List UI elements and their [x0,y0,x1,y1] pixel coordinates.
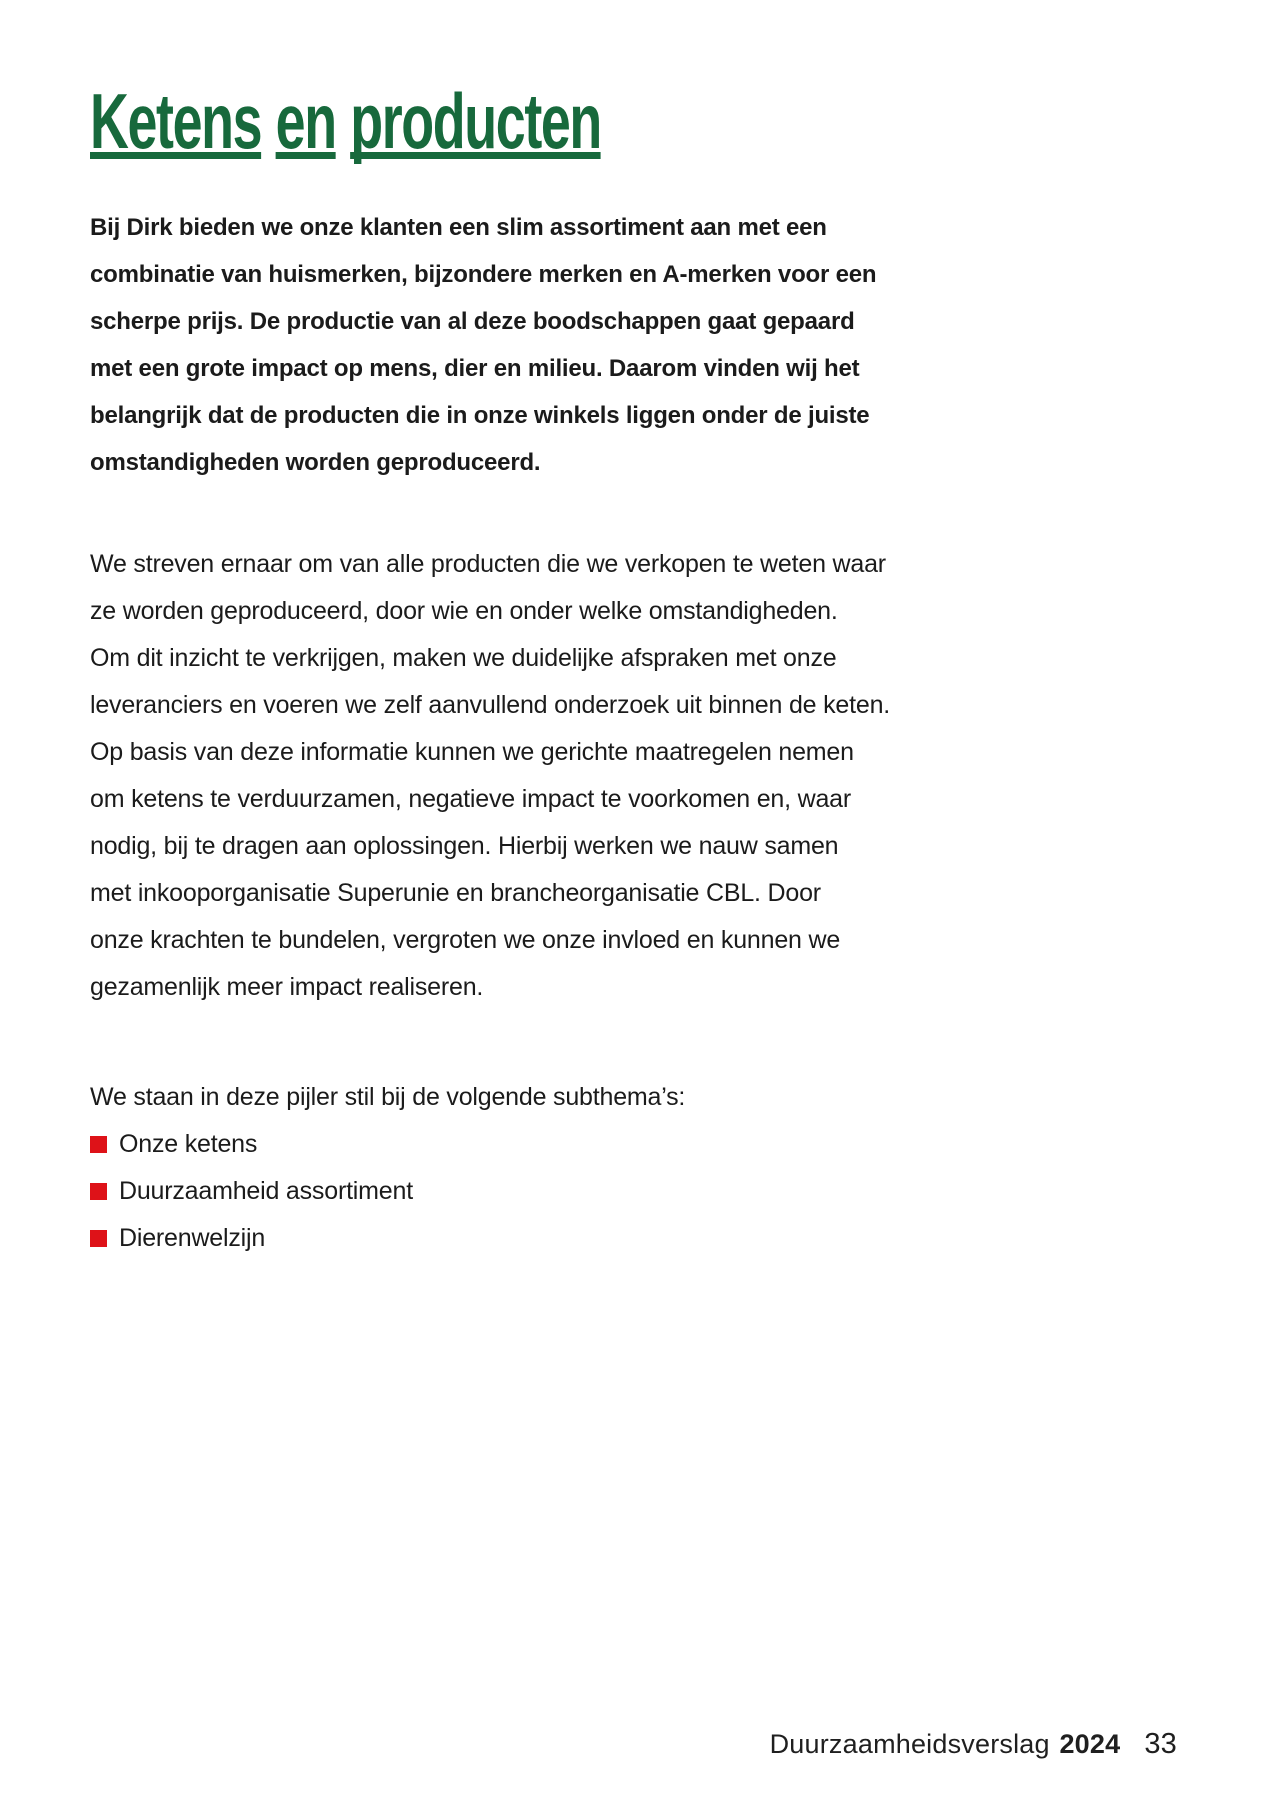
red-square-bullet-icon [90,1230,107,1247]
body-paragraph-line: nodig, bij te dragen aan oplossingen. Hierbij werken we nauw samen [90,832,839,860]
subtheme-item [90,1121,685,1168]
report-year: 2024 [1059,1729,1121,1759]
page-number: 33 [1144,1728,1177,1760]
intro-paragraph-line: omstandigheden worden geproduceerd. [90,449,541,476]
body-paragraph-line: om ketens te verduurzamen, negatieve impact te voorkomen en, waar [90,785,852,813]
red-square-bullet-icon [90,1183,107,1200]
intro-paragraph-line: scherpe prijs. De productie van al deze boodschappen gaat gepaard [90,308,855,335]
subthemes-section [90,1074,685,1262]
body-paragraph-line: ze worden geproduceerd, door wie en onder welke omstandigheden. [90,597,838,625]
intro-paragraph-line: combinatie van huismerken, bijzondere merken en A-merken voor een [90,261,877,288]
intro-paragraph-line: Bij Dirk bieden we onze klanten een slim assortiment aan met een [90,214,827,241]
red-square-bullet-icon [90,1136,107,1153]
subtheme-item [90,1215,685,1262]
body-paragraph-line: onze krachten te bundelen, vergroten we onze invloed en kunnen we [90,926,841,954]
subtheme-item [90,1168,685,1215]
subthemes-heading: We staan in deze pijler stil bij de volgende subthema’s: [90,1083,686,1111]
body-paragraph-line: Om dit inzicht te verkrijgen, maken we duidelijke afspraken met onze [90,644,837,672]
page-footer [770,1728,1177,1761]
subtheme-label: Onze ketens [119,1130,258,1158]
page-title-word: producten [350,77,601,165]
body-paragraph-line: We streven ernaar om van alle producten die we verkopen te weten waar [90,550,886,578]
intro-paragraph-line: belangrijk dat de producten die in onze winkels liggen onder de juiste [90,402,870,429]
body-paragraph-line: met inkooporganisatie Superunie en brancheorganisatie CBL. Door [90,879,821,907]
intro-paragraph [90,204,876,486]
intro-paragraph-line: met een grote impact op mens, dier en milieu. Daarom vinden wij het [90,355,860,382]
body-paragraph-line: gezamenlijk meer impact realiseren. [90,973,484,1001]
page-title-word: en [275,77,336,165]
page-title-word: Ketens [90,77,262,165]
report-name: Duurzaamheidsverslag [769,1729,1058,1759]
body-paragraph-line: leveranciers en voeren we zelf aanvullend onderzoek uit binnen de keten. [90,691,891,719]
subtheme-label: Duurzaamheid assortiment [119,1177,413,1205]
subtheme-label: Dierenwelzijn [119,1224,266,1252]
page-title [90,77,601,165]
body-paragraph-line: Op basis van deze informatie kunnen we gerichte maatregelen nemen [90,738,854,766]
body-paragraph [90,541,890,1011]
